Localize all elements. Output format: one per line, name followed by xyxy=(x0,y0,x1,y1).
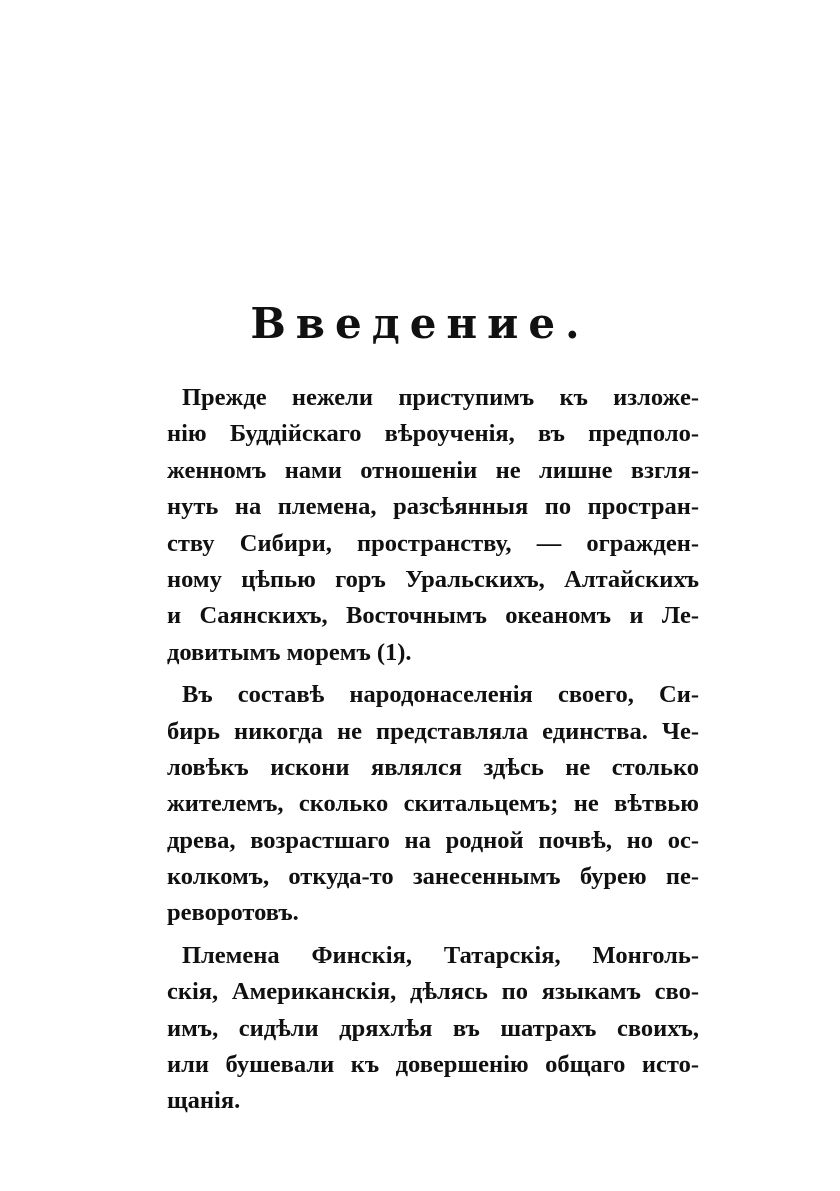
text-line: Прежде нежели приступимъ къ изложе- xyxy=(182,384,699,411)
text-line: скія, Американскія, дѣлясь по языкамъ сво- xyxy=(167,978,699,1006)
text-line: реворотовъ. xyxy=(167,899,299,927)
text-line: жителемъ, сколько скитальцемъ; не вѣтвью xyxy=(167,790,699,818)
chapter-title: Введение. xyxy=(250,299,590,348)
text-line: и Саянскихъ, Восточнымъ океаномъ и Ле- xyxy=(167,602,699,630)
paragraph xyxy=(167,677,699,932)
body-text xyxy=(167,380,699,1120)
text-line: бирь никогда не представляла единства. Че- xyxy=(167,717,699,745)
text-line: довитымъ моремъ (1). xyxy=(167,638,412,666)
paragraph xyxy=(167,938,699,1120)
text-line: ловѣкъ искони являлся здѣсь не столько xyxy=(167,753,699,781)
text-line: ству Сибири, пространству, — огражден- xyxy=(167,529,699,557)
text-line: ному цѣпью горъ Уральскихъ, Алтайскихъ xyxy=(167,565,699,593)
paragraph xyxy=(167,380,699,671)
text-line: нію Буддійскаго вѣроученія, въ предполо- xyxy=(167,420,699,448)
text-line: или бушевали къ довершенію общаго исто- xyxy=(167,1051,699,1079)
text-line: Въ составѣ народонаселенія своего, Си- xyxy=(182,681,699,709)
text-line: колкомъ, откуда-то занесеннымъ бурею пе- xyxy=(167,863,699,891)
text-line: нуть на племена, разсѣянныя по простран- xyxy=(167,493,699,521)
text-line: женномъ нами отношеніи не лишне взгля- xyxy=(167,456,699,484)
text-line: древа, возрастшаго на родной почвѣ, но ос- xyxy=(167,826,699,854)
text-line: щанія. xyxy=(167,1087,241,1115)
text-line: Племена Финскія, Татарскія, Монголь- xyxy=(182,941,699,969)
text-line: имъ, сидѣли дряхлѣя въ шатрахъ своихъ, xyxy=(167,1014,699,1042)
